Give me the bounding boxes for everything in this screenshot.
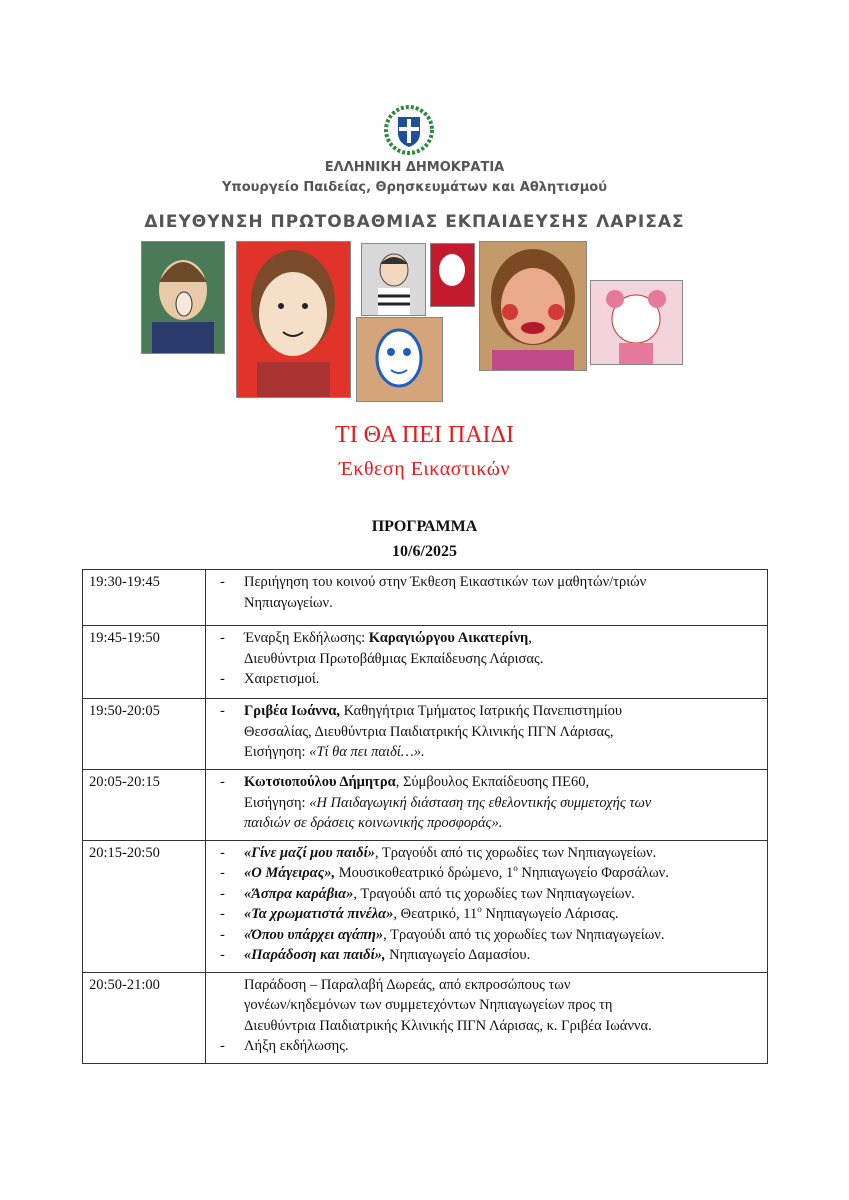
time-cell: 19:50-20:05 xyxy=(83,699,206,770)
artwork-2 xyxy=(236,241,351,398)
list-item: - «Όπου υπάρχει αγάπη», Τραγούδι από τις χορωδίες των Νηπιαγωγείων. xyxy=(220,926,665,943)
program-heading: ΠΡΟΓΡΑΜΜΑ xyxy=(371,518,478,535)
time-cell: 20:05-20:15 xyxy=(83,770,206,841)
time-cell: 20:50-21:00 xyxy=(83,972,206,1063)
artwork-4 xyxy=(430,243,475,307)
list-item: - Χαιρετισμοί. xyxy=(220,671,320,687)
list-item: - «Τα χρωματιστά πινέλα», Θεατρικό, $11^o$ Νηπιαγωγείο Λάρισας. xyxy=(220,904,619,922)
list-item: - «Άσπρα καράβια», Τραγούδι από τις χορωδίες των Νηπιαγωγείων. xyxy=(220,885,635,902)
time-cell: 20:15-20:50 xyxy=(83,840,206,972)
time-cell: 19:30-19:45 xyxy=(83,570,206,626)
list-item: - Έναρξη Εκδήλωσης: Καραγιώργου Αικατερίνη, xyxy=(220,630,532,646)
event-title: ΤΙ ΘΑ ΠΕΙ ΠΑΙΔΙ xyxy=(335,422,514,448)
table-row xyxy=(83,626,768,699)
schedule-table xyxy=(82,569,768,1064)
list-item: - Περιήγηση του κοινού στην Έκθεση Εικαστικών των μαθητών/τριών xyxy=(220,574,647,590)
table-row xyxy=(83,699,768,770)
details-cell: Παράδοση – Παραλαβή Δωρεάς, από εκπροσώπους των γονέων/κηδεμόνων των συμμετεχόντων Νηπιαγωγείων προς τη Διευθύντρια Παιδιατρικής Κλινικής ΠΓΝ Λάρισας, κ. Γριβέα Ιωάννα. - Λήξη εκδήλωσης. xyxy=(206,972,768,1063)
directorate-label: ΔΙΕΥΘΥΝΣΗ ΠΡΩΤΟΒΑΘΜΙΑΣ ΕΚΠΑΙΔΕΥΣΗΣ ΛΑΡΙΣΑΣ xyxy=(144,212,685,232)
details-cell xyxy=(206,840,768,972)
list-item: - Γριβέα Ιωάννα, Καθηγήτρια Τμήματος Ιατρικής Πανεπιστημίου xyxy=(220,703,623,719)
details-cell: - Έναρξη Εκδήλωσης: Καραγιώργου Αικατερίνη, Διευθύντρια Πρωτοβάθμιας Εκπαίδευσης Λάρισας. - Χαιρετισμοί. xyxy=(206,626,768,699)
list-item: - Λήξη εκδήλωσης. xyxy=(220,1038,349,1054)
table-row xyxy=(83,840,768,972)
artwork-1 xyxy=(141,241,225,354)
republic-label: ΕΛΛΗΝΙΚΗ ΔΗΜΟΚΡΑΤΙΑ xyxy=(324,160,505,175)
event-subtitle: Έκθεση Εικαστικών xyxy=(339,458,510,480)
table-row xyxy=(83,770,768,841)
artwork-7 xyxy=(356,317,443,402)
details-cell: - Περιήγηση του κοινού στην Έκθεση Εικαστικών των μαθητών/τριών Νηπιαγωγείων. xyxy=(206,570,768,626)
table-row xyxy=(83,570,768,626)
details-cell: - Γριβέα Ιωάννα, Καθηγήτρια Τμήματος Ιατρικής Πανεπιστημίου Θεσσαλίας, Διευθύντρια Παιδιατρικής Κλινικής ΠΓΝ Λάρισας, Εισήγηση: «Τί θα πει παιδί…». xyxy=(206,699,768,770)
list-item: - «Ο Μάγειρας», Μουσικοθεατρικό δρώμενο, $1^o$ Νηπιαγωγείο Φαρσάλων. xyxy=(220,863,669,881)
event-date: 10/6/2025 xyxy=(392,543,457,560)
greek-emblem-icon xyxy=(384,105,434,155)
list-item: - «Γίνε μαζί μου παιδί», Τραγούδι από τις χορωδίες των Νηπιαγωγείων. xyxy=(220,844,657,861)
list-item: - Κωτσιοπούλου Δήμητρα, Σύμβουλος Εκπαίδευσης ΠΕ60, xyxy=(220,774,590,790)
table-row xyxy=(83,972,768,1063)
artwork-5 xyxy=(479,241,587,371)
artwork-6 xyxy=(590,280,683,365)
artwork-3 xyxy=(361,243,426,316)
details-cell: - Κωτσιοπούλου Δήμητρα, Σύμβουλος Εκπαίδευσης ΠΕ60, Εισήγηση: «Η Παιδαγωγική διάσταση της εθελοντικής συμμετοχής των παιδιών σε δράσεις κοινωνικής προσφοράς». xyxy=(206,770,768,841)
list-item: - «Παράδοση και παιδί», Νηπιαγωγείο Δαμασίου. xyxy=(220,947,531,963)
time-cell: 19:45-19:50 xyxy=(83,626,206,699)
ministry-label: Υπουργείο Παιδείας, Θρησκευμάτων και Αθλητισμού xyxy=(222,180,607,195)
